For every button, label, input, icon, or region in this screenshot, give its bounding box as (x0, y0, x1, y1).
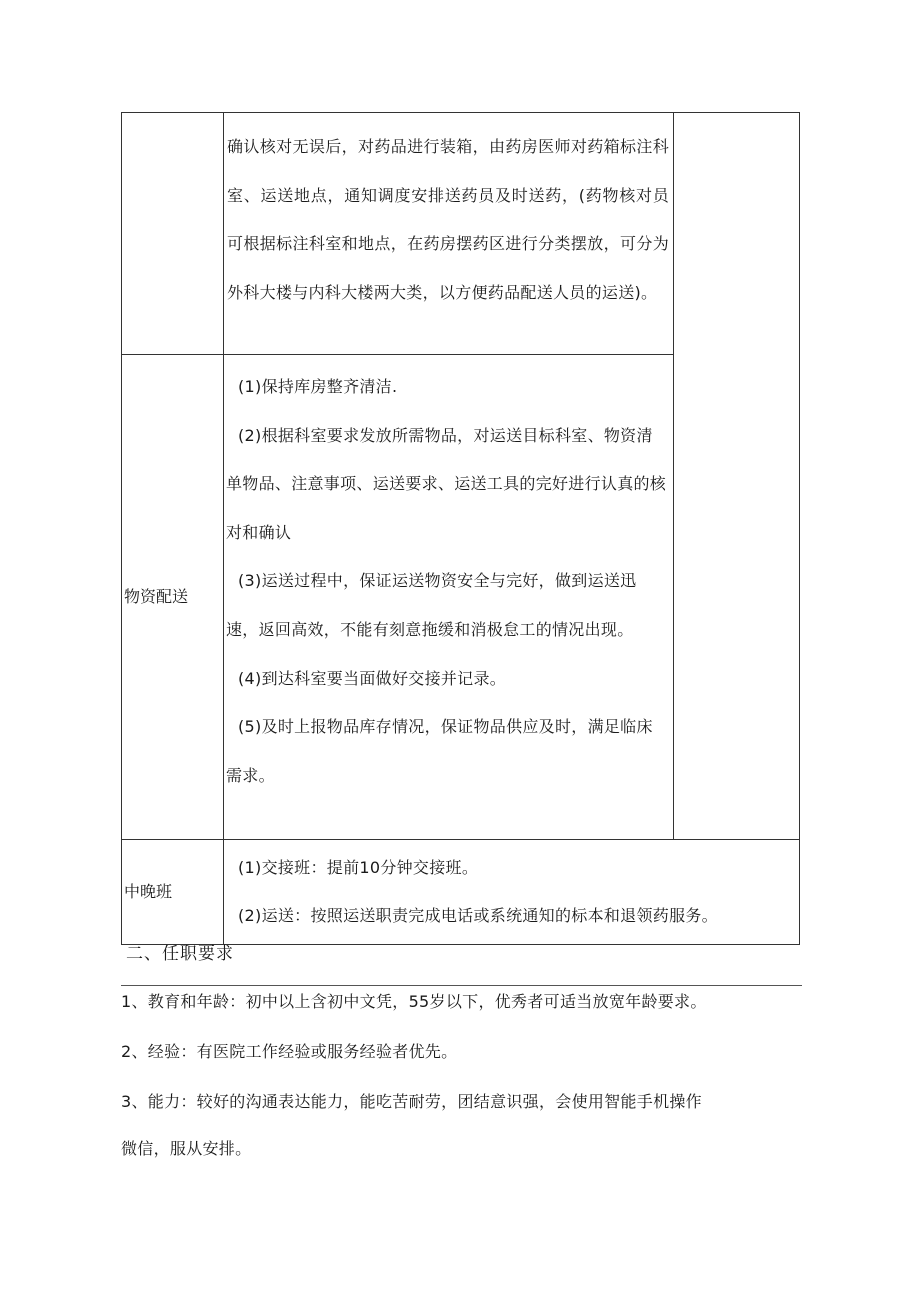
material-delivery-list (224, 355, 673, 804)
requirement-experience: 2、经验：有医院工作经验或服务经验者优先。 (121, 1042, 458, 1061)
requirement-ability-continued: 微信，服从安排。 (121, 1139, 252, 1158)
list-item: (3)运送过程中，保证运送物资安全与完好，做到运送迅速，返回高效，不能有刻意拖缓和消极怠工的情况出现。 (226, 571, 637, 639)
list-item: (1)交接班：提前10分钟交接班。 (238, 858, 479, 877)
duty-table (121, 112, 800, 945)
heading-divider (121, 985, 802, 986)
evening-shift-cell (224, 840, 800, 945)
remarks-cell (674, 113, 800, 840)
evening-shift-list (224, 840, 799, 944)
material-delivery-label-cell (122, 355, 224, 840)
evening-shift-label: 中晚班 (124, 882, 173, 901)
requirement-ability: 3、能力：较好的沟通表达能力，能吃苦耐劳，团结意识强，会使用智能手机操作 (121, 1092, 702, 1111)
medicine-delivery-cell (224, 113, 674, 355)
list-item: (5)及时上报物品库存情况，保证物品供应及时，满足临床需求。 (226, 717, 653, 785)
list-item: (2)运送：按照运送职责完成电话或系统通知的标本和退领药服务。 (238, 906, 718, 925)
row-label-empty (122, 113, 224, 355)
list-item: (4)到达科室要当面做好交接并记录。 (238, 668, 507, 688)
medicine-delivery-text: 确认核对无误后，对药品进行装箱，由药房医师对药箱标注科室、运送地点，通知调度安排送药员及时送药，(药物核对员可根据标注科室和地点，在药房摆药区进行分类摆放，可分为外科大楼与内科大楼两大类，以方便药品配送人员的运送)。 (227, 137, 669, 302)
list-item: (2)根据科室要求发放所需物品，对运送目标科室、物资清单物品、注意事项、运送要求、运送工具的完好进行认真的核对和确认 (226, 425, 667, 542)
section-heading: 二、任职要求 (126, 944, 234, 964)
evening-shift-label-cell (122, 840, 224, 945)
list-item: (1)保持库房整齐清洁. (238, 377, 398, 396)
table-row (122, 113, 800, 355)
requirement-education: 1、教育和年龄：初中以上含初中文凭，55岁以下，优秀者可适当放宽年龄要求。 (121, 992, 707, 1011)
table-row (122, 840, 800, 945)
material-delivery-cell (224, 355, 674, 840)
material-delivery-label: 物资配送 (124, 587, 189, 606)
